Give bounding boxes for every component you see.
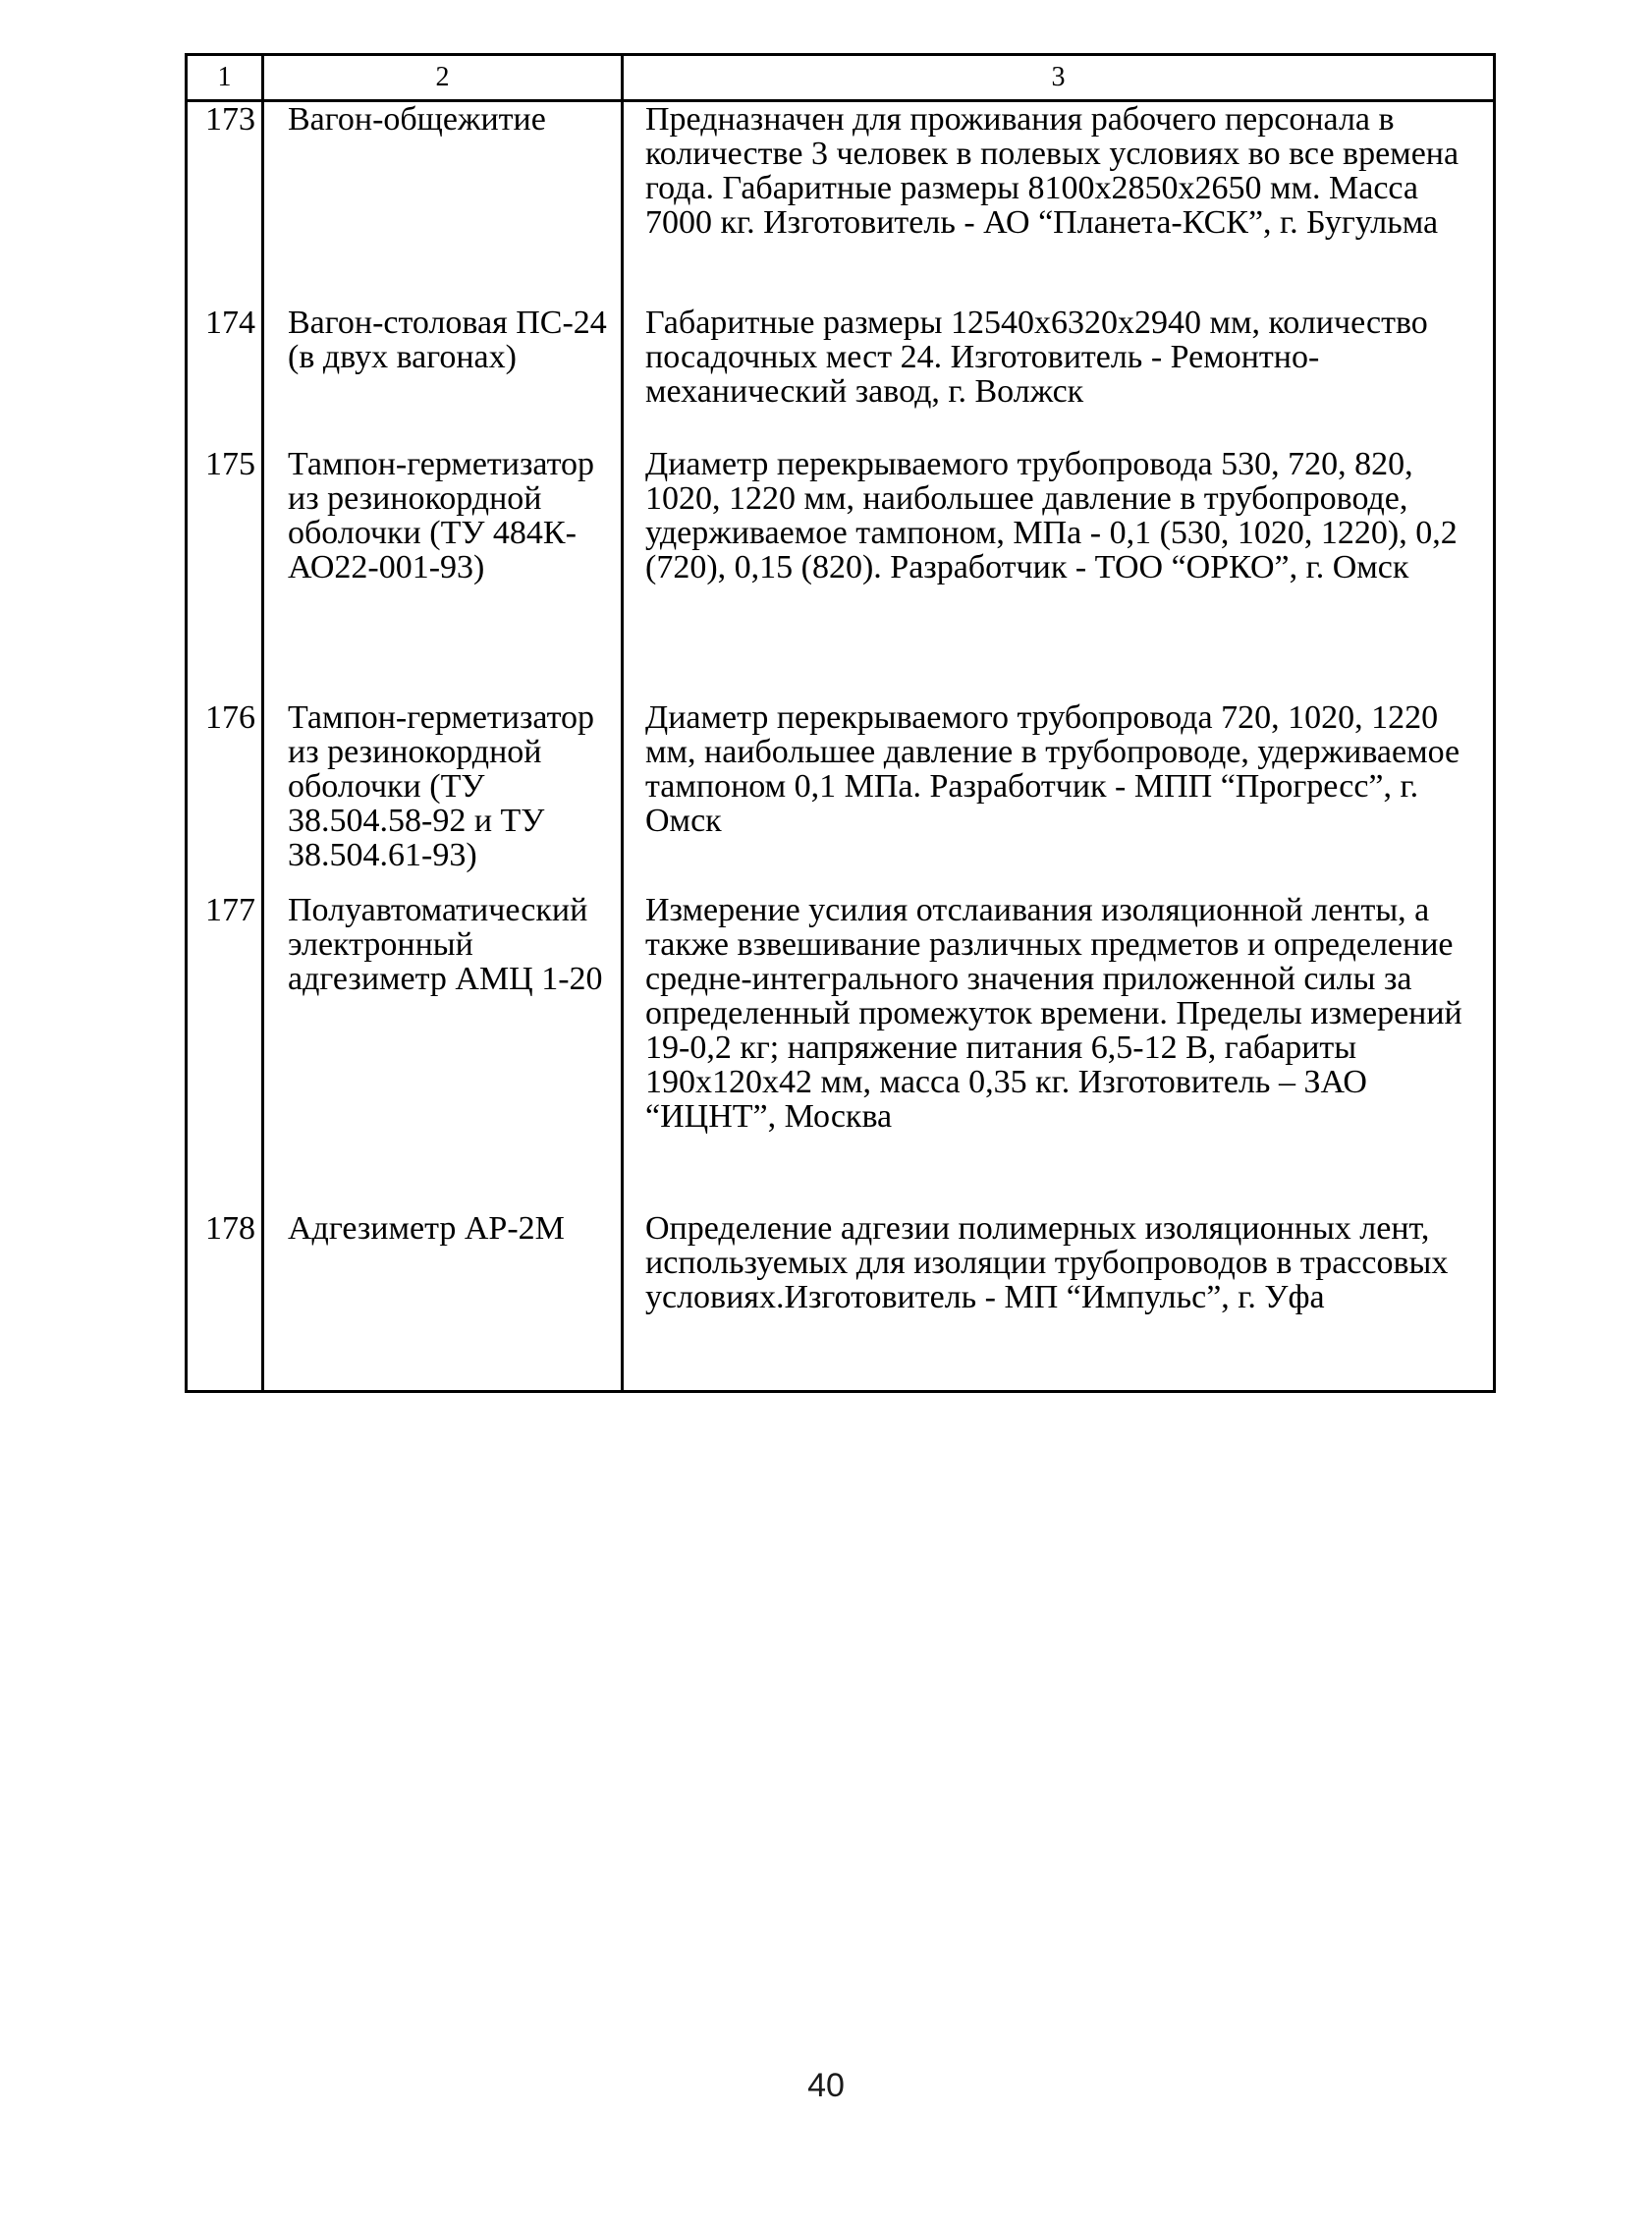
item-name: Полуавтоматический электронный адгезиметр АМЦ 1-20 (263, 893, 623, 1211)
item-description: Диаметр перекрываемого трубопровода 720, 1020, 1220 мм, наибольшее давление в трубопроводе, удерживаемое тампоном 0,1 МПа. Разработчик - МПП “Прогресс”, г. Омск (623, 700, 1495, 893)
item-description: Диаметр перекрываемого трубопровода 530, 720, 820, 1020, 1220 мм, наибольшее давление в трубопроводе, удерживаемое тампоном, МПа - 0,1 (530, 1020, 1220), 0,2 (720), 0,15 (820). Разработчик - ТОО “ОРКО”, г. Омск (623, 447, 1495, 700)
item-name: Тампон-герметизатор из резинокордной оболочки (ТУ 38.504.58-92 и ТУ 38.504.61-93) (263, 700, 623, 893)
row-number: 173 (187, 101, 263, 306)
page-number: 40 (807, 2067, 845, 2104)
item-description: Габаритные размеры 12540х6320х2940 мм, количество посадочных мест 24. Изготовитель - Ремонтно-механический завод, г. Волжск (623, 306, 1495, 447)
row-number: 174 (187, 306, 263, 447)
row-number: 177 (187, 893, 263, 1211)
table-header (187, 55, 1495, 101)
row-number: 175 (187, 447, 263, 700)
table-row (187, 700, 1495, 893)
item-description: Определение адгезии полимерных изоляционных лент, используемых для изоляции трубопроводов в трассовых условиях.Изготовитель - МП “Импульс”, г. Уфа (623, 1211, 1495, 1392)
item-name: Адгезиметр АР-2М (263, 1211, 623, 1392)
column-header-description: 3 (623, 55, 1495, 101)
row-number: 178 (187, 1211, 263, 1392)
item-description: Измерение усилия отслаивания изоляционной ленты, а также взвешивание различных предметов и определение средне-интегрального значения приложенной силы за определенный промежуток времени. Пределы измерений 19-0,2 кг; напряжение питания 6,5-12 В, габариты 190х120х42 мм, масса 0,35 кг. Изготовитель – ЗАО “ИЦНТ”, Москва (623, 893, 1495, 1211)
table-row (187, 101, 1495, 306)
equipment-table (185, 53, 1496, 1393)
table-row (187, 893, 1495, 1211)
column-header-name: 2 (263, 55, 623, 101)
column-header-number: 1 (187, 55, 263, 101)
row-number: 176 (187, 700, 263, 893)
table-row (187, 447, 1495, 700)
table-row (187, 306, 1495, 447)
item-name: Тампон-герметизатор из резинокордной оболочки (ТУ 484К-АО22-001-93) (263, 447, 623, 700)
item-name: Вагон-общежитие (263, 101, 623, 306)
item-name: Вагон-столовая ПС-24 (в двух вагонах) (263, 306, 623, 447)
item-description: Предназначен для проживания рабочего персонала в количестве 3 человек в полевых условиях во все времена года. Габаритные размеры 8100х2850х2650 мм. Масса 7000 кг. Изготовитель - АО “Планета-КСК”, г. Бугульма (623, 101, 1495, 306)
table-row (187, 1211, 1495, 1392)
